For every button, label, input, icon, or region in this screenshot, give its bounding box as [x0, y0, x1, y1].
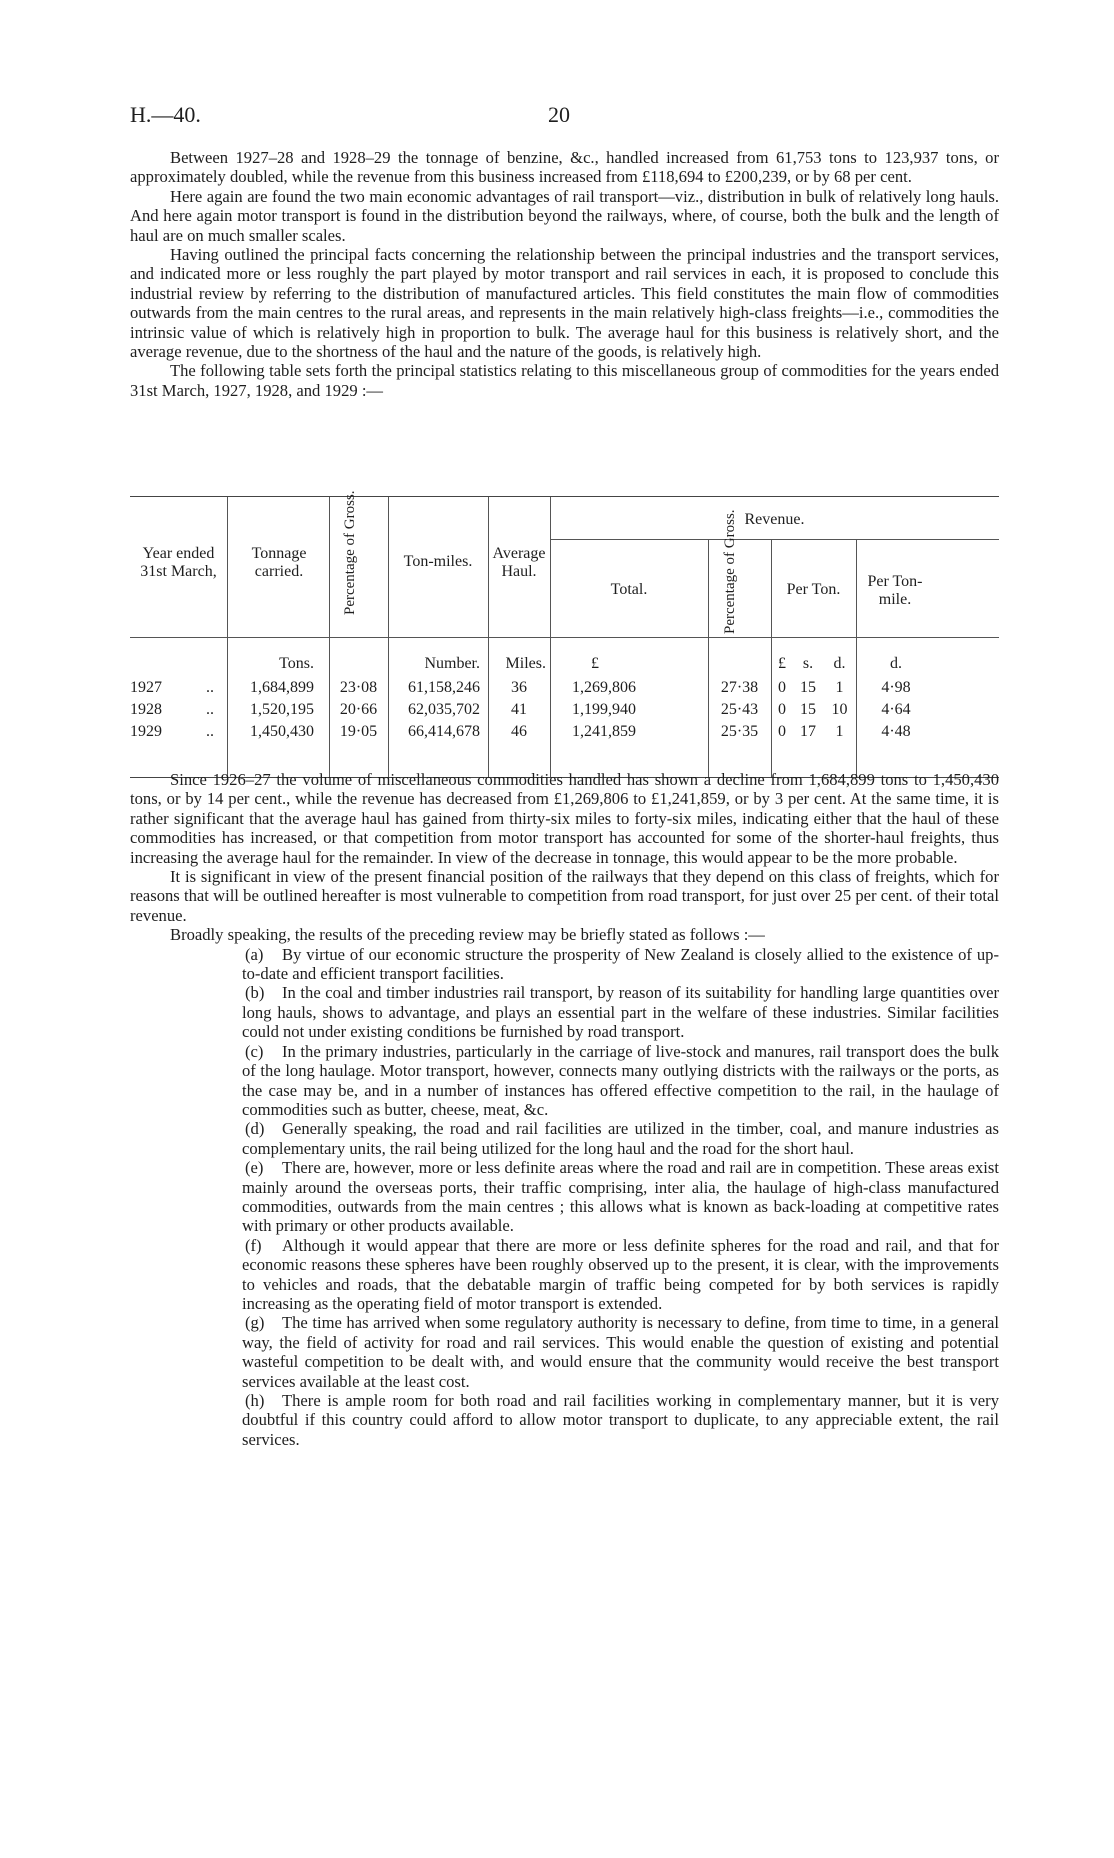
list-item	[130, 1158, 999, 1236]
row-per-ton-d: 10	[831, 701, 848, 718]
unit-per-ton-mile: d.	[890, 655, 902, 672]
item-text: Although it would appear that there are more or less definite spheres for the road and rail, and that for economic reasons these spheres have been roughly observed up to the present, it is clear, with the improvements to vehicles and roads, that the debatable margin of traffic being competed for by both services is rapidly increasing as the operating field of motor transport is extended.	[242, 1235, 999, 1313]
row-year: 1927	[130, 679, 162, 696]
item-marker: (b)	[245, 983, 265, 1003]
list-item	[130, 1313, 999, 1391]
unit-per-ton-s: s.	[802, 655, 814, 672]
row-per-ton-l: 0	[778, 679, 786, 696]
row-per-ton-l: 0	[778, 723, 786, 740]
item-marker: (d)	[245, 1119, 265, 1139]
header-tonnage: Tonnage carried.	[251, 545, 307, 580]
row-per-ton-d: 1	[835, 679, 844, 696]
row-leader: ..	[206, 723, 214, 740]
item-marker: (c)	[245, 1041, 264, 1061]
row-year: 1928	[130, 701, 162, 718]
item-marker: (f)	[245, 1235, 262, 1255]
row-leader: ..	[206, 701, 214, 718]
row-per-ton-s: 17	[800, 723, 816, 740]
unit-per-ton-l: £	[778, 655, 786, 672]
statistics-table	[130, 490, 999, 778]
row-total: 1,199,940	[572, 701, 636, 718]
paragraph: Having outlined the principal facts concerning the relationship between the principal industries and the transport services, and indicated more or less roughly the part played by motor transport and rail services in each, it is proposed to conclude this industrial review by referring to the distribution of manufactured articles. This field constitutes the main flow of commodities outwards from the main centres to the rural areas, and represents in the main relatively high-class freights—i.e., commodities the intrinsic value of which is relatively high in proportion to bulk. The average haul for this business is relatively short, and the average revenue, due to the shortness of the haul and the nature of the goods, is relatively high.	[130, 245, 999, 362]
header-percentage-gross: Percentage of Gross.	[342, 490, 358, 615]
item-marker: (h)	[245, 1391, 265, 1410]
list-item	[130, 1236, 999, 1314]
intro-text	[130, 148, 999, 400]
header-per-ton: Per Ton.	[786, 581, 841, 598]
row-ton-miles: 62,035,702	[408, 701, 480, 718]
unit-number: Number.	[424, 655, 480, 672]
header-per-ton-mile: Per Ton-mile.	[867, 573, 923, 608]
list-item	[130, 1391, 999, 1449]
row-haul: 36	[511, 679, 527, 696]
row-per-ton-l: 0	[778, 701, 786, 718]
row-total: 1,241,859	[572, 723, 636, 740]
unit-miles: Miles.	[505, 655, 546, 672]
item-marker: (e)	[245, 1158, 264, 1178]
item-text: In the coal and timber industries rail transport, by reason of its suitability for handling large quantities over long hauls, shows to advantage, and plays an essential part in the welfare of these industries. Similar facilities could not under existing conditions be furnished by road transport.	[242, 983, 999, 1042]
summary-list	[130, 945, 999, 1450]
item-text: In the primary industries, particularly in the carriage of live-stock and manures, rail transport does the bulk of the long haulage. Motor transport, however, connects many outlying districts with the railways or the ports, as the case may be, and in a number of instances has offered effective competition to the rail, in the haulage of commodities such as butter, cheese, meat, &c.	[242, 1041, 999, 1119]
unit-per-ton-d: d.	[833, 655, 846, 672]
row-leader: ..	[206, 679, 214, 696]
row-percentage: 19·05	[339, 723, 378, 740]
row-revenue-percentage: 25·43	[720, 701, 759, 718]
item-text: Generally speaking, the road and rail facilities are utilized in the timber, coal, and manure industries as complementary units, the rail being utilized for the long haul and the road for the short haul.	[242, 1119, 999, 1158]
row-per-ton-mile: 4·48	[881, 723, 911, 740]
header-revenue: Revenue.	[744, 511, 805, 528]
header-rule	[130, 637, 999, 638]
row-haul: 46	[511, 723, 527, 740]
item-marker: (g)	[245, 1313, 265, 1333]
item-text: There are, however, more or less definite areas where the road and rail are in competition. These areas exist mainly around the overseas ports, their traffic comprising, inter alia, the haulage of high-class manufactured commodities, outwards from the main centres ; this allows what is known as back-loading at competitive rates with primary or other products available.	[242, 1158, 999, 1236]
row-revenue-percentage: 27·38	[720, 679, 759, 696]
column-rule	[708, 539, 709, 777]
list-item	[130, 1042, 999, 1120]
unit-pound: £	[591, 655, 599, 672]
paragraph: Broadly speaking, the results of the preceding review may be briefly stated as follows :—	[170, 925, 765, 945]
list-item	[130, 1119, 999, 1158]
conclusion-text	[130, 770, 999, 1449]
unit-tons: Tons.	[279, 655, 314, 672]
paragraph: The following table sets forth the principal statistics relating to this miscellaneous group of commodities for the years ended 31st March, 1927, 1928, and 1929 :—	[130, 361, 999, 400]
row-percentage: 23·08	[339, 679, 378, 696]
row-per-ton-d: 1	[835, 723, 844, 740]
header-revenue-percentage-gross: Percentage of Gross.	[722, 509, 738, 634]
row-revenue-percentage: 25·35	[720, 723, 759, 740]
header-ton-miles: Ton-miles.	[403, 553, 473, 570]
list-item	[130, 945, 999, 984]
row-total: 1,269,806	[572, 679, 636, 696]
document-reference: H.—40.	[130, 102, 201, 127]
item-text: The time has arrived when some regulatory authority is necessary to define, from time to time, in a general way, the field of activity for road and rail services. This would enable the question of existing and potential wasteful competition to be dealt with, and would ensure that the community would receive the best transport services available at the least cost.	[242, 1313, 999, 1391]
row-year: 1929	[130, 723, 162, 740]
paragraph: It is significant in view of the present financial position of the railways that they depend on this class of freights, which for reasons that will be outlined hereafter is most vulnerable to competition from road transport, for just over 25 per cent. of their total revenue.	[130, 867, 999, 925]
row-per-ton-s: 15	[800, 679, 816, 696]
row-haul: 41	[511, 701, 527, 718]
header-year: Year ended 31st March,	[140, 545, 217, 580]
row-per-ton-mile: 4·98	[881, 679, 911, 696]
row-tonnage: 1,520,195	[250, 701, 314, 718]
item-text: By virtue of our economic structure the prosperity of New Zealand is closely allied to the existence of up-to-date and efficient transport facilities.	[242, 944, 999, 984]
paragraph: Since 1926–27 the volume of miscellaneous commodities handled has shown a decline from 1,684,899 tons to 1,450,430 tons, or by 14 per cent., while the revenue has decreased from £1,269,806 to £1,241,859, or by 3 per cent. At the same time, it is rather significant that the average haul has gained from thirty-six miles to forty-six miles, indicating either that the haul of these commodities has increased, or that competition from motor transport has accounted for some of the shorter-haul freights, thus increasing the average haul for the remainder. In view of the decrease in tonnage, this would appear to be the more probable.	[130, 770, 999, 867]
header-average-haul: Average Haul.	[492, 545, 546, 580]
item-text: There is ample room for both road and rail facilities working in complementary manner, but it is very doubtful if this country could afford to allow motor transport to duplicate, to any appreciable extent, the rail services.	[242, 1391, 999, 1449]
row-per-ton-mile: 4·64	[881, 701, 911, 718]
item-marker: (a)	[245, 944, 264, 964]
row-ton-miles: 61,158,246	[408, 679, 480, 696]
list-item	[130, 983, 999, 1041]
page-number: 20	[548, 102, 570, 127]
row-ton-miles: 66,414,678	[408, 723, 480, 740]
row-percentage: 20·66	[339, 701, 378, 718]
paragraph: Here again are found the two main economic advantages of rail transport—viz., distribution in bulk of relatively long hauls. And here again motor transport is found in the distribution beyond the railways, where, of course, both the bulk and the length of haul are on much smaller scales.	[130, 186, 999, 245]
row-tonnage: 1,684,899	[250, 679, 314, 696]
revenue-subheader-rule	[550, 539, 999, 540]
paragraph: Between 1927–28 and 1928–29 the tonnage of benzine, &c., handled increased from 61,753 tons to 123,937 tons, or approximately doubled, while the revenue from this business increased from £118,694 to £200,239, or by 68 per cent.	[130, 148, 999, 187]
header-total: Total.	[610, 581, 648, 598]
row-per-ton-s: 15	[800, 701, 816, 718]
row-tonnage: 1,450,430	[250, 723, 314, 740]
